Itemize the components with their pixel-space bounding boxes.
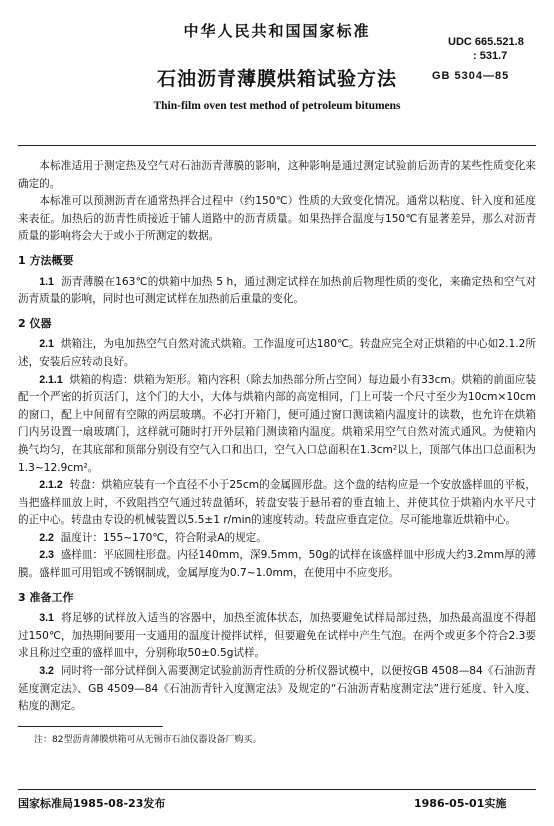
udc-number-continued: : 531.7 xyxy=(473,50,508,62)
clause-number: 2.3 xyxy=(39,549,54,562)
clause-1-1 xyxy=(18,274,536,309)
section-3-heading: 3 准备工作 xyxy=(18,590,74,604)
intro-paragraph-2: 本标准可以预测沥青在通常热拌合过程中（约150℃）性质的大致变化情况。通常以粘度、针入度和延度来表征。加热后的沥青性质接近于铺人道路中的沥青质量。如果热拌合温度与150℃有显著差异，那么对沥青质量的影响将会大于或小于所测定的数据。 xyxy=(18,195,536,243)
title-english: Thin-film oven test method of petroleum bitumens xyxy=(153,100,401,112)
clause-text: 沥青薄膜在163℃的烘箱中加热 5 h，通过测定试样在加热前后物理性质的变化，来确定热和空气对沥青质量的影响，同时也可测定试样在加热前后重量的变化。 xyxy=(18,275,536,306)
section-1-heading: 1 方法概要 xyxy=(18,253,74,267)
clause-number: 2.1 xyxy=(39,338,54,351)
clause-number: 3.2 xyxy=(39,665,54,678)
gb-number: GB 5304—85 xyxy=(432,70,510,82)
clause-text: 烘箱的构造：烘箱为矩形。箱内容积（除去加热部分所占空间）每边最小有33cm。烘箱的前面应装配一个严密的折页活门，这个门的大小，大体与烘箱内部的高宽相同，门上可装一个尺寸至少为10cm×10cm的窗口，配上中间留有空隙的两层玻璃。不必打开箱门，便可通过窗口测读箱内温度计的读数，也允许在烘箱门内另设置一扇玻璃门，这样就可随时打开外层箱门测读箱内温度。烘箱采用空气自然对流式通风。为使箱内换气均匀，在其底部和顶部分别设有空气入口和出口，空气入口总面积在1.3cm²以上，顶部气体出口总面积为1.3~12.9cm²。 xyxy=(18,373,536,474)
clause-2-1-2 xyxy=(18,477,536,530)
country-standard-label: 中华人民共和国国家标准 xyxy=(183,22,371,40)
clause-number: 2.1.2 xyxy=(39,479,63,492)
udc-number: UDC 665.521.8 xyxy=(448,36,524,48)
clause-2-3 xyxy=(18,547,536,582)
section-2-heading: 2 仪器 xyxy=(18,316,52,330)
clause-3-2 xyxy=(18,663,536,716)
clause-text: 盛样皿：平底圆柱形盘。内径140mm，深9.5mm，50g的试样在该盛样皿中形成大约3.2mm厚的薄膜。盛样皿可用铝或不锈钢制成，金属厚度为0.7~1.0mm，在使用中不应变形。 xyxy=(18,549,536,580)
clause-text: 烘箱注，为电加热空气自然对流式烘箱。工作温度可达180℃。转盘应完全对正烘箱的中心如2.1.2所述，安装后应转动良好。 xyxy=(18,338,536,368)
clause-number: 3.1 xyxy=(39,612,54,625)
document-body xyxy=(18,158,536,716)
header-divider xyxy=(18,145,536,146)
footer-divider xyxy=(18,789,536,790)
clause-2-1 xyxy=(18,336,536,371)
clause-number: 1.1 xyxy=(39,275,54,288)
clause-number: 2.2 xyxy=(39,531,54,544)
clause-2-2 xyxy=(18,530,536,548)
clause-2-1-1 xyxy=(18,372,536,478)
intro-paragraph-1: 本标准适用于测定热及空气对石油沥青薄膜的影响，这种影响是通过测定试验前后沥青的某些性质变化来确定的。 xyxy=(18,160,536,190)
clause-number: 2.1.1 xyxy=(39,373,63,386)
footnote: 注：82型沥青薄膜烘箱可从无锡市石油仪器设备厂购买。 xyxy=(34,735,262,745)
issue-date: 国家标准局1985-08-23发布 xyxy=(18,797,166,810)
clause-text: 转盘：烘箱应装有一个直径不小于25cm的金属圆形盘。这个盘的结构应是一个安放盛样皿的平板，当把盛样皿放上时，不致阻挡空气通过转盘循环，转盘安装于悬吊着的垂直轴上、并使其位于烘箱内水平尺寸的正中心。转盘由专设的机械装置以5.5±1 r/min的速度转动。转盘应垂直定位。尽可能地靠近烘箱中心。 xyxy=(18,479,536,527)
effective-date: 1986-05-01实施 xyxy=(414,797,507,810)
clause-3-1 xyxy=(18,610,536,663)
clause-text: 温度计：155~170℃，符合附录A的规定。 xyxy=(60,531,267,544)
clause-text: 将足够的试样放入适当的容器中，加热至流体状态，加热要避免试样局部过热，加热最高温度不得超过150℃，加热期间要用一支通用的温度计搅拌试样，但要避免在试样中产生气泡。在两个或更多个符合2.3要求且称过空重的盛样皿中，分别称取50±0.5g试样。 xyxy=(18,612,536,660)
footnote-divider xyxy=(18,726,163,727)
title-chinese: 石油沥青薄膜烘箱试验方法 xyxy=(156,68,397,90)
clause-text: 同时将一部分试样倒入需要测定试验前沥青性质的分析仪器试模中，以便按GB 4508—84《石油沥青延度测定法》、GB 4509—84《石油沥青针入度测定法》及规定的“石油沥青粘度测定法”进行延度、针入度、粘度的测定。 xyxy=(18,665,536,713)
